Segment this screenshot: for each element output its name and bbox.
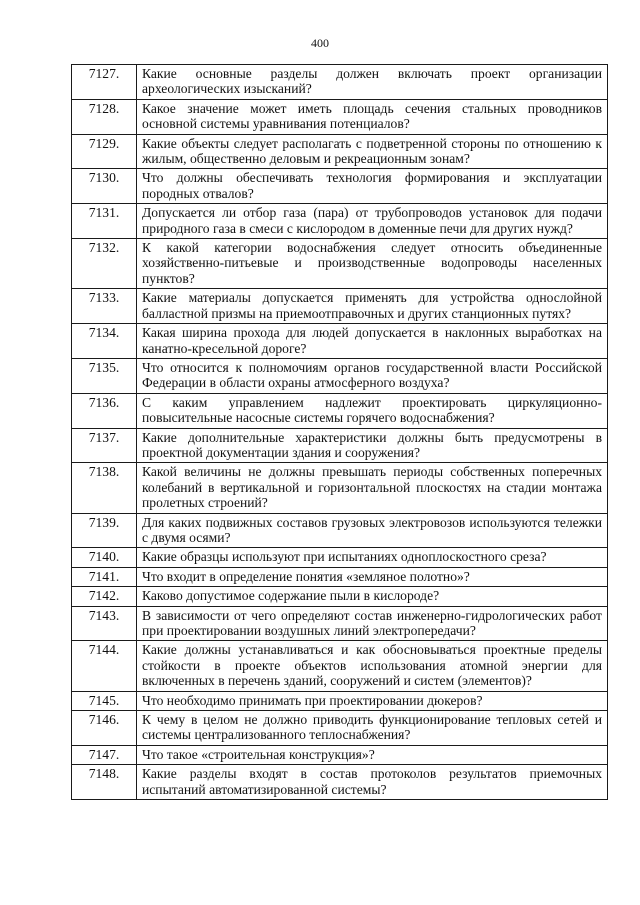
questions-table: [71, 64, 608, 800]
question-text: Какие образцы используют при испытаниях одноплоскостного среза?: [137, 548, 608, 567]
table-row: [72, 513, 608, 548]
table-row: [72, 567, 608, 586]
question-text: Для каких подвижных составов грузовых электровозов используются тележки с двумя осями?: [137, 513, 608, 548]
table-row: [72, 324, 608, 359]
table-row: [72, 548, 608, 567]
question-number: 7143.: [72, 606, 137, 641]
question-text: Допускается ли отбор газа (пара) от трубопроводов установок для подачи природного газа в смеси с кислородом в доменные печи для других нужд?: [137, 204, 608, 239]
question-text: Какие дополнительные характеристики должны быть предусмотрены в проектной документации здания и сооружения?: [137, 428, 608, 463]
question-number: 7128.: [72, 99, 137, 134]
question-number: 7136.: [72, 393, 137, 428]
table-row: [72, 289, 608, 324]
table-row: [72, 65, 608, 100]
question-number: 7129.: [72, 134, 137, 169]
table-row: [72, 641, 608, 691]
table-row: [72, 393, 608, 428]
table-row: [72, 765, 608, 800]
question-number: 7139.: [72, 513, 137, 548]
question-text: Какие разделы входят в состав протоколов результатов приемочных испытаний автоматизированной системы?: [137, 765, 608, 800]
question-number: 7147.: [72, 745, 137, 764]
question-text: С каким управлением надлежит проектировать циркуляционно-повысительные насосные системы горячего водоснабжения?: [137, 393, 608, 428]
question-text: Какие основные разделы должен включать проект организации археологических изысканий?: [137, 65, 608, 100]
question-text: К какой категории водоснабжения следует относить объединенные хозяйственно-питьевые и производственные водопроводы населенных пунктов?: [137, 239, 608, 289]
question-text: Что такое «строительная конструкция»?: [137, 745, 608, 764]
question-number: 7145.: [72, 691, 137, 710]
table-row: [72, 169, 608, 204]
question-number: 7130.: [72, 169, 137, 204]
table-row: [72, 134, 608, 169]
question-number: 7138.: [72, 463, 137, 513]
question-text: Какие должны устанавливаться и как обосновываться проектные пределы стойкости в проекте объектов использования атомной энергии для включенных в перечень зданий, сооружений и систем (элементов)?: [137, 641, 608, 691]
question-number: 7134.: [72, 324, 137, 359]
table-row: [72, 745, 608, 764]
questions-table-body: [72, 65, 608, 800]
table-row: [72, 358, 608, 393]
question-number: 7148.: [72, 765, 137, 800]
table-row: [72, 587, 608, 606]
question-text: Какой величины не должны превышать периоды собственных поперечных колебаний в вертикальной и горизонтальной плоскостях на стадии монтажа пролетных строений?: [137, 463, 608, 513]
question-number: 7131.: [72, 204, 137, 239]
question-number: 7142.: [72, 587, 137, 606]
question-number: 7140.: [72, 548, 137, 567]
question-text: Каково допустимое содержание пыли в кислороде?: [137, 587, 608, 606]
question-number: 7132.: [72, 239, 137, 289]
question-number: 7146.: [72, 711, 137, 746]
question-text: К чему в целом не должно приводить функционирование тепловых сетей и системы централизованного теплоснабжения?: [137, 711, 608, 746]
question-text: Что относится к полномочиям органов государственной власти Российской Федерации в области охраны атмосферного воздуха?: [137, 358, 608, 393]
question-number: 7144.: [72, 641, 137, 691]
question-text: Какая ширина прохода для людей допускается в наклонных выработках на канатно-кресельной дороге?: [137, 324, 608, 359]
question-text: Какие материалы допускается применять для устройства однослойной балластной призмы на приемоотправочных и других станционных путях?: [137, 289, 608, 324]
page-number: 400: [311, 36, 329, 50]
question-number: 7133.: [72, 289, 137, 324]
question-text: Что необходимо принимать при проектировании дюкеров?: [137, 691, 608, 710]
table-row: [72, 239, 608, 289]
question-number: 7137.: [72, 428, 137, 463]
question-text: В зависимости от чего определяют состав инженерно-гидрологических работ при проектировании воздушных линий электропередачи?: [137, 606, 608, 641]
table-row: [72, 606, 608, 641]
question-text: Что должны обеспечивать технология формирования и эксплуатации породных отвалов?: [137, 169, 608, 204]
table-row: [72, 99, 608, 134]
question-text: Какое значение может иметь площадь сечения стальных проводников основной системы уравнивания потенциалов?: [137, 99, 608, 134]
table-row: [72, 463, 608, 513]
question-text: Какие объекты следует располагать с подветренной стороны по отношению к жилым, общественно деловым и рекреационным зонам?: [137, 134, 608, 169]
question-number: 7135.: [72, 358, 137, 393]
table-row: [72, 711, 608, 746]
table-row: [72, 204, 608, 239]
question-number: 7141.: [72, 567, 137, 586]
table-row: [72, 428, 608, 463]
question-text: Что входит в определение понятия «земляное полотно»?: [137, 567, 608, 586]
table-row: [72, 691, 608, 710]
question-number: 7127.: [72, 65, 137, 100]
